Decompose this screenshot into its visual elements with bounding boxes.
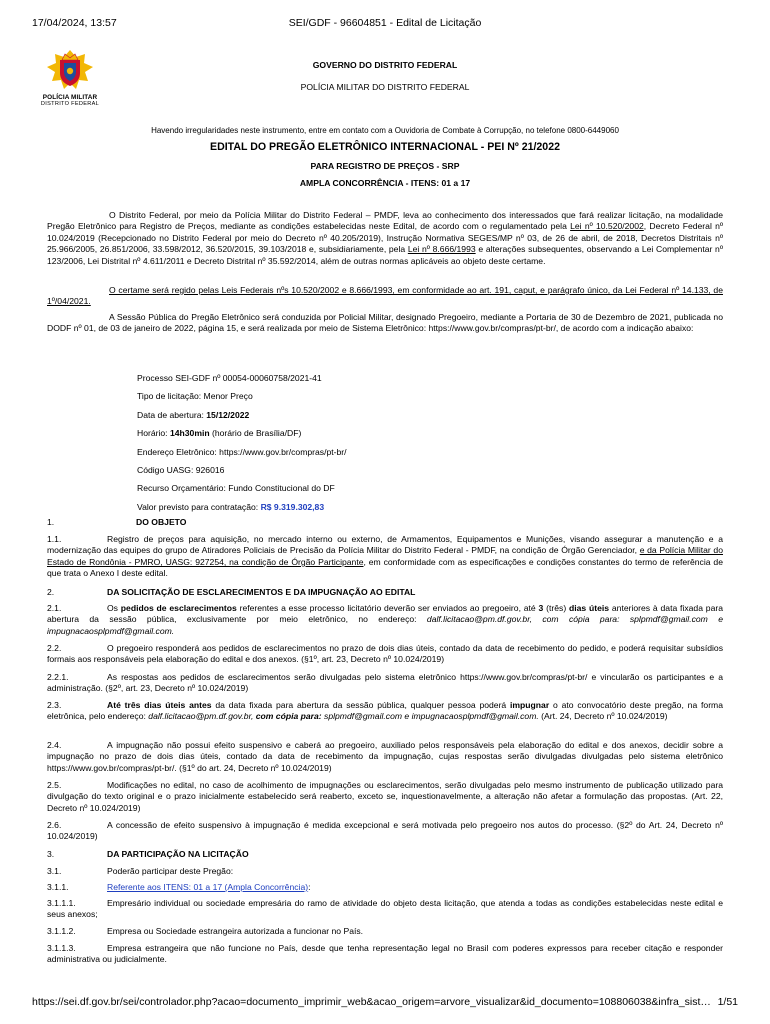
clause-2-6: 2.6. A concessão de efeito suspensivo à impugnação é medida excepcional e será motivada pelo pregoeiro nos autos do processo. (§2º do Art. 24, Decreto nº 10.024/2019) bbox=[47, 820, 723, 842]
clause-2-1: 2.1. Os pedidos de esclarecimentos referentes a esse processo licitatório deverão ser enviados ao pregoeiro, até 3 (três) dias úteis anteriores à data fixada para abertura da sessão pública, exclusivamente por meio eletrônico, no endereço: dalf.licitacao@pm.df.gov.br, com cópia para: splpmdf@gmail.com e impugnacaosplpmdf@gmail.com. bbox=[47, 603, 723, 636]
clause-2-4: 2.4. A impugnação não possui efeito suspensivo e caberá ao pregoeiro, auxiliado pelos responsáveis pela elaboração do edital e dos anexos, decidir sobre a impugnação no prazo de dois dias úteis, contado da data de recebimento da impugnação, cujas respostas serão divulgadas divulgadas pelo sistema eletrônico https://www.gov.br/compras/pt-br/. (§1º do art. 24, Decreto nº 10.024/2019) bbox=[47, 740, 723, 773]
pm-heading: POLÍCIA MILITAR DO DISTRITO FEDERAL bbox=[300, 82, 470, 92]
page-number: 1/51 bbox=[717, 996, 738, 1008]
intro-paragraph-3: A Sessão Pública do Pregão Eletrônico será conduzida por Policial Militar, designado Pregoeiro, mediante a Portaria de 30 de Dezembro de 2021, publicada no DODF nº 01, de 03 de janeiro de 2022, página 15, e será realizada por meio de Sistema Eletrônico: https://www.gov.br/compras/pt-br/, de acordo com a indicação abaixo: bbox=[47, 312, 723, 334]
section-2-heading: 2. DA SOLICITAÇÃO DE ESCLARECIMENTOS E DA IMPUGNAÇÃO AO EDITAL bbox=[47, 587, 416, 597]
law-link-8666[interactable]: Lei nº 8.666/1993 bbox=[407, 244, 476, 255]
law-link-10520[interactable]: Lei nº 10.520/2002 bbox=[570, 221, 644, 232]
print-title: SEI/GDF - 96604851 - Edital de Licitação bbox=[288, 17, 482, 29]
info-tipo: Tipo de licitação: Menor Preço bbox=[137, 391, 253, 402]
clause-3-1-1-3: 3.1.1.3. Empresa estrangeira que não funcione no País, desde que tenha representação legal no Brasil com poderes expressos para receber citação e responder administrativa ou judicialmente. bbox=[47, 943, 723, 965]
clause-2-2: 2.2. O pregoeiro responderá aos pedidos de esclarecimentos no prazo de dois dias úteis, contado da data de recebimento do pedido, e poderá requisitar subsídios formais aos responsáveis pela elaboração do edital e dos anexos. (§1º, art. 23, Decreto nº 10.024/2019) bbox=[47, 643, 723, 665]
clause-3-1: 3.1. Poderão participar deste Pregão: bbox=[47, 866, 234, 876]
clause-2-3: 2.3. Até três dias úteis antes da data fixada para abertura da sessão pública, qualquer pessoa poderá impugnar o ato convocatório deste pregão, na forma eletrônica, pelo endereço: dalf.licitacao@pm.df.gov.br, com cópia para: splpmdf@gmail.com e impugnacaosplpmdf@gmail.com. (Art. 24, Decreto nº 10.024/2019) bbox=[47, 700, 723, 722]
info-horario: Horário: 14h30min (horário de Brasília/DF) bbox=[137, 428, 302, 439]
clause-2-2-1: 2.2.1. As respostas aos pedidos de esclarecimentos serão divulgadas pelo sistema eletrônico https://www.gov.br/compras/pt-br/ e vincularão os participantes e a administração. (§2º, art. 23, Decreto nº 10.024/2019) bbox=[47, 672, 723, 694]
clause-1-1: 1.1. Registro de preços para aquisição, no mercado interno ou externo, de Armamentos, Equipamentos e Munições, visando assegurar a manutenção e a modernização das equipes do grupo de Atiradores Policiais de Precisão da Polícia Militar do Distrito Federal - PMDF, na condição de Órgão Gerenciador, e da Polícia Militar do Estado de Rondônia - PMRO, UASG: 927254, na condição de Órgão Participante, em conformidade com as especificações e condições constantes do termo de referência de que trata o Anexo I deste edital. bbox=[47, 534, 723, 579]
print-url[interactable]: https://sei.df.gov.br/sei/controlador.php?acao=documento_imprimir_web&acao_origem=arvore_visualizar&id_documento=108806038&infra_sist… bbox=[32, 996, 711, 1008]
gov-heading: GOVERNO DO DISTRITO FEDERAL bbox=[312, 60, 458, 70]
intro-paragraph-2: O certame será regido pelas Leis Federais nºs 10.520/2002 e 8.666/1993, em conformidade ao art. 191, caput, e parágrafo único, da Lei Federal nº 14.133, de 1º/04/2021. bbox=[47, 285, 723, 307]
ouvidoria-notice: Havendo irregularidades neste instrumento, entre em contato com a Ouvidoria de Combate à Corrupção, no telefone 0800-6449060 bbox=[151, 126, 619, 135]
intro-paragraph-1: O Distrito Federal, por meio da Polícia Militar do Distrito Federal – PMDF, leva ao conhecimento dos interessados que fará realizar licitação, na modalidade Pregão Eletrônico para Registro de Preços, mediante as condições estabelecidas neste Edital, de acordo com o regulamentado pela Lei nº 10.520/2002, Decreto Federal nº 10.024/2019 (Recepcionado no Distrito Federal por meio do Decreto nº 40.205/2019), Instrução Normativa SEGES/MP nº 03, de 26 de abril, de 2018, Decretos Distritais nº 25.966/2005, 26.851/2006, 33.598/2012, 36.520/2015, 39.103/2018 e, subsidiariamente, pela Lei nº 8.666/1993 e alterações subsequentes, observando a Lei Complementar nº 123/2006, Lei Distrital nº 4.611/2011 e Decreto Distrital nº 35.592/2014, além de outras normas aplicáveis ao objeto deste certame. bbox=[47, 210, 724, 266]
info-processo: Processo SEI-GDF nº 00054-00060758/2021-41 bbox=[137, 373, 322, 383]
edital-title: EDITAL DO PREGÃO ELETRÔNICO INTERNACIONAL - PEI Nº 21/2022 bbox=[210, 141, 560, 153]
info-endereco: Endereço Eletrônico: https://www.gov.br/compras/pt-br/ bbox=[137, 446, 347, 457]
section-1-heading: 1. DO OBJETO bbox=[47, 517, 187, 527]
pmdf-logo bbox=[38, 48, 102, 107]
logo-line-2: DISTRITO FEDERAL bbox=[40, 101, 100, 107]
clause-2-5: 2.5. Modificações no edital, no caso de acolhimento de impugnações ou esclarecimentos, serão divulgadas pelo mesmo instrumento de publicação utilizado para divulgação do texto original e o prazo inicialmente estabelecido será reaberto, exceto se, inquestionavelmente, a alteração não afetar a formulação das propostas. (Art. 22, Decreto nº 10.024/2019) bbox=[47, 780, 723, 813]
info-recurso: Recurso Orçamentário: Fundo Constitucional do DF bbox=[137, 483, 335, 494]
print-header bbox=[32, 17, 738, 31]
itens-link[interactable]: Referente aos ITENS: 01 a 17 (Ampla Concorrência) bbox=[107, 882, 309, 892]
print-date: 17/04/2024, 13:57 bbox=[32, 17, 117, 29]
section-3-heading: 3. DA PARTICIPAÇÃO NA LICITAÇÃO bbox=[47, 849, 249, 859]
info-uasg: Código UASG: 926016 bbox=[137, 465, 225, 476]
valor-previsto: R$ 9.319.302,83 bbox=[260, 501, 325, 512]
clause-3-1-1-1: 3.1.1.1. Empresário individual ou sociedade empresária do ramo de atividade do objeto desta licitação, que atenda a todas as condições estabelecidas neste edital e seus anexos; bbox=[47, 898, 723, 920]
srp-subtitle: PARA REGISTRO DE PREÇOS - SRP bbox=[310, 161, 460, 171]
clause-3-1-1: 3.1.1. Referente aos ITENS: 01 a 17 (Ampla Concorrência): bbox=[47, 882, 311, 892]
clause-3-1-1-2: 3.1.1.2. Empresa ou Sociedade estrangeira autorizada a funcionar no País. bbox=[47, 926, 364, 936]
info-data: Data de abertura: 15/12/2022 bbox=[137, 409, 250, 420]
ampla-subtitle: AMPLA CONCORRÊNCIA - ITENS: 01 a 17 bbox=[299, 178, 471, 188]
info-block bbox=[137, 369, 637, 516]
print-footer bbox=[32, 996, 738, 1010]
logo-line-1: POLÍCIA MILITAR bbox=[42, 94, 98, 101]
info-valor: Valor previsto para contratação: R$ 9.319.302,83 bbox=[137, 501, 325, 512]
